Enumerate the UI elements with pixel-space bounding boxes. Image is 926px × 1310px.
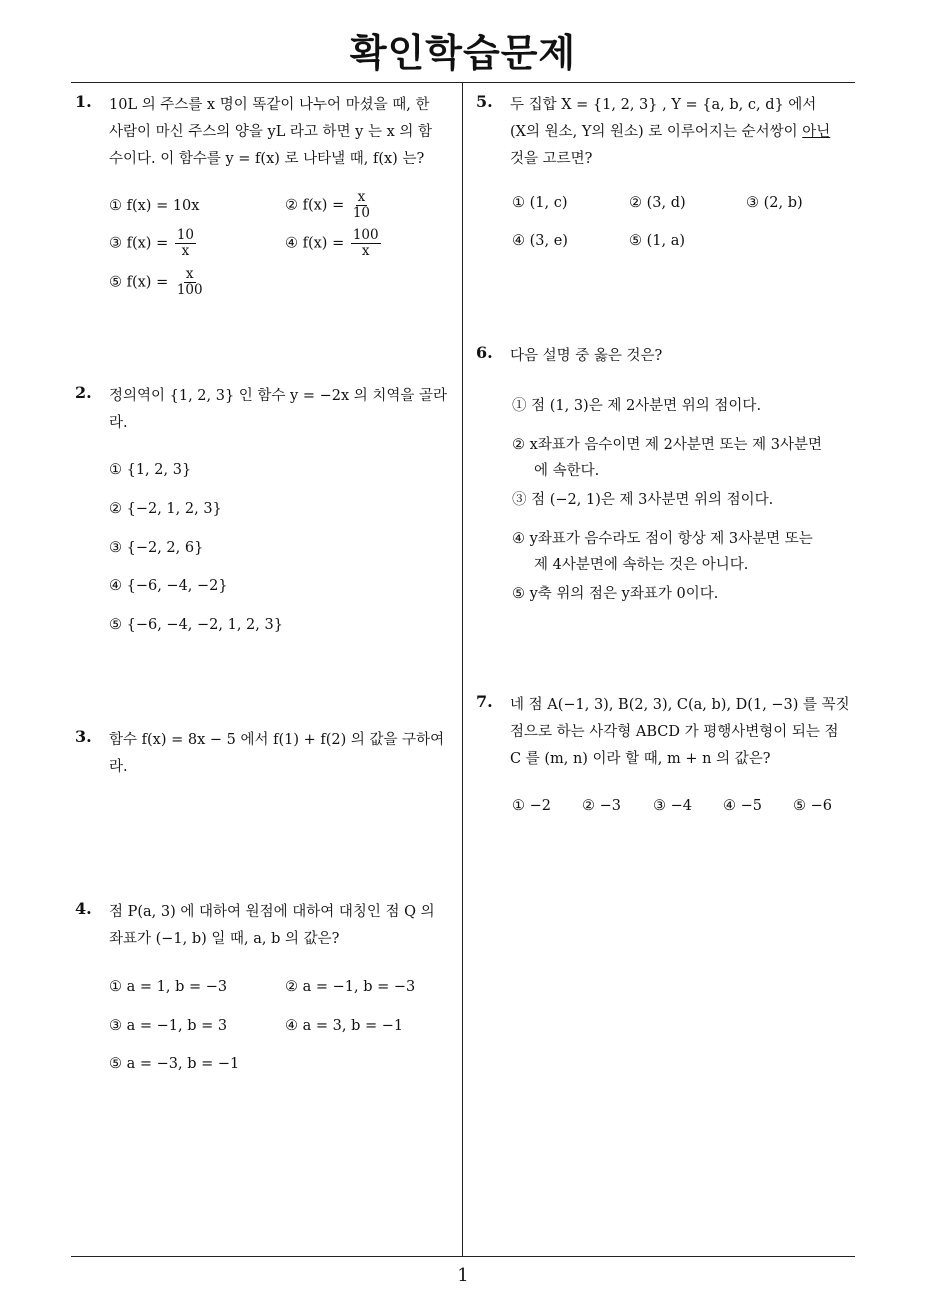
fraction: $\frac{10}{x}$ <box>176 227 195 259</box>
question-text: 함수 f(x) = 8x − 5 에서 f(1) + f(2) 의 값을 구하여 라. <box>109 732 445 775</box>
option-3[interactable]: ③ (2, b) <box>746 195 803 211</box>
page-number: 1 <box>457 1265 469 1286</box>
option-3[interactable]: ③ f(x) = $\frac{10}{x}$ <box>109 227 195 259</box>
question-4 <box>75 899 460 1089</box>
option-4[interactable]: ④ f(x) = $\frac{100}{x}$ <box>285 227 379 259</box>
option-1[interactable]: ① (1, c) <box>512 195 568 211</box>
bottom-rule <box>71 1256 855 1257</box>
option-4[interactable]: ④ (3, e) <box>512 233 568 249</box>
question-number: 2. <box>75 383 92 402</box>
option-5[interactable]: ⑤ −6 <box>793 798 832 814</box>
option-4[interactable]: ④ a = 3, b = −1 <box>285 1018 404 1034</box>
option-4-cont: 제 4사분면에 속하는 것은 아니다. <box>534 557 749 573</box>
option-3[interactable]: ③ a = −1, b = 3 <box>109 1018 228 1034</box>
option-1[interactable]: ① f(x) = 10x <box>109 198 200 214</box>
column-divider <box>462 82 463 1256</box>
option-5[interactable]: ⑤ y축 위의 점은 y좌표가 0이다. <box>512 586 719 602</box>
option-2[interactable]: ② {−2, 1, 2, 3} <box>109 501 222 517</box>
question-7 <box>476 692 860 827</box>
option-3[interactable]: ③ {−2, 2, 6} <box>109 540 204 556</box>
question-number: 7. <box>476 692 493 711</box>
question-6 <box>476 343 860 613</box>
option-5[interactable]: ⑤ {−6, −4, −2, 1, 2, 3} <box>109 617 283 633</box>
option-5[interactable]: ⑤ f(x) = $\frac{x}{100}$ <box>109 266 203 298</box>
option-1[interactable]: ① −2 <box>512 798 551 814</box>
question-3 <box>75 727 460 787</box>
option-5[interactable]: ⑤ (1, a) <box>629 233 686 249</box>
question-text: 점 P(a, 3) 에 대하여 원점에 대하여 대칭인 점 Q 의 좌표가 (−1, b) 일 때, a, b 의 값은? <box>109 904 435 947</box>
question-number: 5. <box>476 92 493 111</box>
question-text: 네 점 A(−1, 3), B(2, 3), C(a, b), D(1, −3) 를 꼭짓 점으로 하는 사각형 ABCD 가 평행사변형이 되는 점 C 를 (m, n) 이라 할 때, m + n 의 값은? <box>510 697 850 767</box>
option-4[interactable]: ④ y좌표가 음수라도 점이 항상 제 3사분면 또는 <box>512 531 813 547</box>
fraction: $\frac{x}{100}$ <box>176 266 203 298</box>
option-2[interactable]: ② −3 <box>582 798 621 814</box>
option-4[interactable]: ④ −5 <box>723 798 762 814</box>
option-2-cont: 에 속한다. <box>534 463 600 479</box>
fraction: $\frac{x}{10}$ <box>352 189 371 221</box>
question-1 <box>75 92 460 312</box>
question-5 <box>476 92 860 257</box>
question-text: 다음 설명 중 옳은 것은? <box>510 348 663 364</box>
option-1[interactable]: ① a = 1, b = −3 <box>109 979 228 995</box>
option-4[interactable]: ④ {−6, −4, −2} <box>109 578 228 594</box>
question-text: 10L 의 주스를 x 명이 똑같이 나누어 마셨을 때, 한 사람이 마신 주스의 양을 yL 라고 하면 y 는 x 의 함 수이다. 이 함수를 y = f(x) 로 나타낼 때, f(x) 는? <box>109 97 433 167</box>
underlined-word: 아닌 <box>802 124 831 140</box>
option-3[interactable]: ③ −4 <box>653 798 692 814</box>
fraction: $\frac{100}{x}$ <box>352 227 379 259</box>
question-number: 4. <box>75 899 92 918</box>
question-number: 1. <box>75 92 92 111</box>
page-title: 확인학습문제 <box>349 31 577 75</box>
option-2[interactable]: ② a = −1, b = −3 <box>285 979 416 995</box>
question-text: 정의역이 {1, 2, 3} 인 함수 y = −2x 의 치역을 골라 라. <box>109 388 448 431</box>
question-number: 6. <box>476 343 493 362</box>
question-number: 3. <box>75 727 92 746</box>
option-5[interactable]: ⑤ a = −3, b = −1 <box>109 1056 240 1072</box>
question-text: 두 집합 X = {1, 2, 3} , Y = {a, b, c, d} 에서 (X의 원소, Y의 원소) 로 이루어지는 순서쌍이 아닌 것을 고르면? <box>510 97 831 167</box>
option-1[interactable]: ① {1, 2, 3} <box>109 462 192 478</box>
option-2[interactable]: ② x좌표가 음수이면 제 2사분면 또는 제 3사분면 <box>512 437 823 453</box>
option-3[interactable]: ③ 점 (−2, 1)은 제 3사분면 위의 점이다. <box>512 492 774 508</box>
option-2[interactable]: ② f(x) = $\frac{x}{10}$ <box>285 189 371 221</box>
option-1[interactable]: ① 점 (1, 3)은 제 2사분면 위의 점이다. <box>512 398 762 414</box>
top-rule <box>71 82 855 83</box>
option-2[interactable]: ② (3, d) <box>629 195 686 211</box>
question-2 <box>75 383 460 643</box>
